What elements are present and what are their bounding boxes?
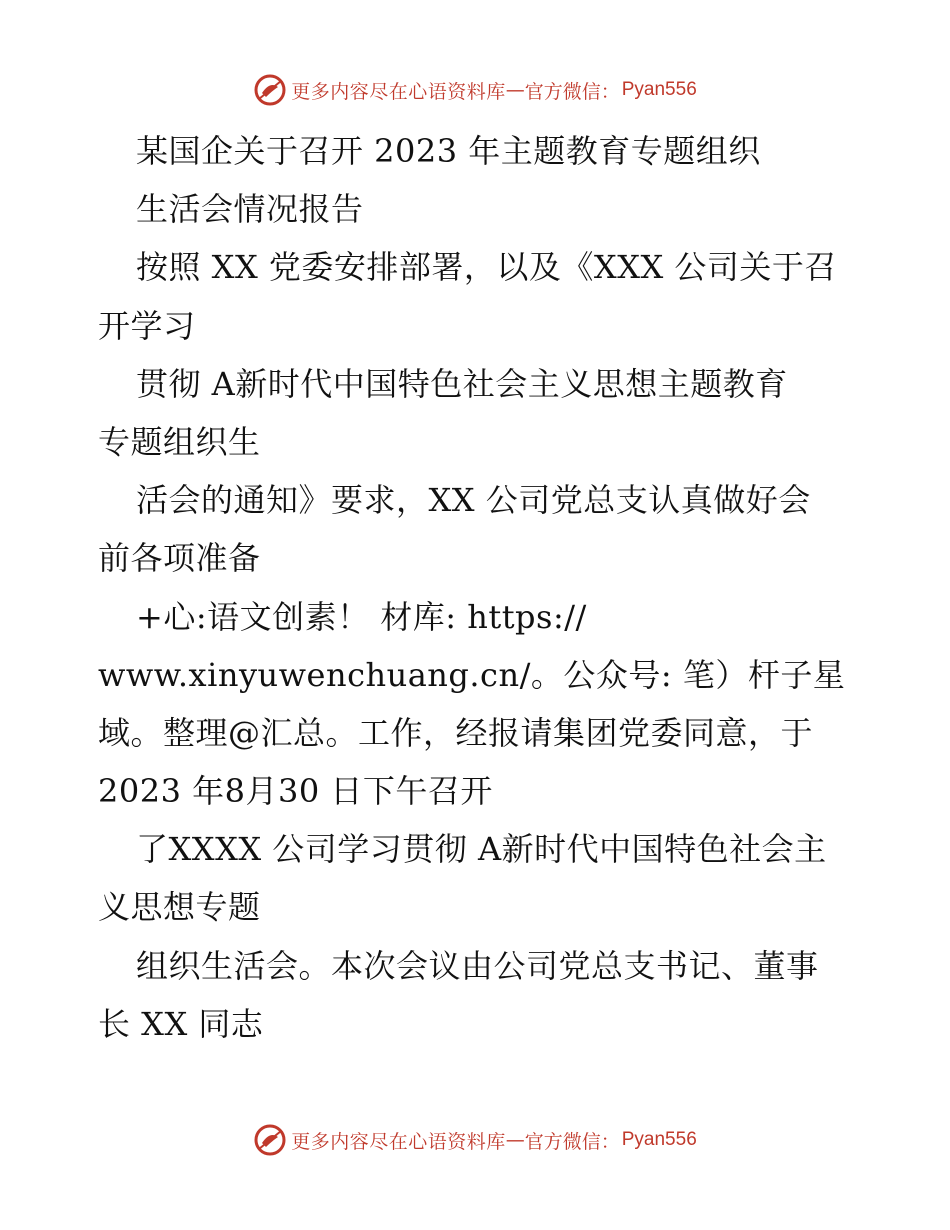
banner-text: 更多内容尽在心语资料库 — [291, 1130, 506, 1153]
paragraph-line: 前各项准备 — [98, 539, 261, 578]
banner-wechat-id: Pyan556 — [621, 1129, 697, 1150]
paragraph-line: 开学习 — [98, 306, 196, 345]
paragraph-line: www.xinyuwenchuang.cn/。公众号: 笔）杆子星 — [98, 655, 846, 694]
banner-wechat-id: Pyan556 — [621, 79, 697, 100]
title-line-2: 生活会情况报告 — [136, 190, 364, 229]
document-body — [98, 122, 858, 1053]
paragraph-line: 长 XX 同志 — [98, 1004, 264, 1043]
paragraph-line: 义思想专题 — [98, 888, 261, 927]
banner-text: 更多内容尽在心语资料库 — [291, 80, 506, 103]
footer-banner — [0, 1120, 950, 1160]
banner-separator: — — [505, 1129, 525, 1151]
banner-separator: — — [505, 79, 525, 101]
swirl-pen-logo-icon — [253, 1123, 287, 1157]
paragraph-line: 贯彻 A新时代中国特色社会主义思想主题教育 — [136, 364, 788, 403]
paragraph-line: 专题组织生 — [98, 422, 261, 461]
title-line-1: 某国企关于召开 2023 年主题教育专题组织 — [136, 132, 761, 170]
paragraph-line: 组织生活会。本次会议由公司党总支书记、董事 — [136, 946, 819, 985]
paragraph-line: 了XXXX 公司学习贯彻 A新时代中国特色社会主 — [136, 830, 827, 869]
header-banner — [0, 70, 950, 110]
swirl-pen-logo-icon — [253, 73, 287, 107]
banner-wechat-label: 官方微信： — [524, 1130, 620, 1153]
paragraph-line: 按照 XX 党委安排部署，以及《XXX 公司关于召 — [136, 248, 837, 287]
paragraph-line: 域。整理@汇总。工作，经报请集团党委同意，于 — [98, 713, 814, 752]
banner-wechat-label: 官方微信： — [524, 80, 620, 103]
paragraph-line: 2023 年8月30 日下午召开 — [98, 772, 493, 811]
paragraph-line: 活会的通知》要求，XX 公司党总支认真做好会 — [136, 481, 811, 520]
paragraph-line: +心:语文创素！ 材库: https:// — [136, 597, 587, 636]
